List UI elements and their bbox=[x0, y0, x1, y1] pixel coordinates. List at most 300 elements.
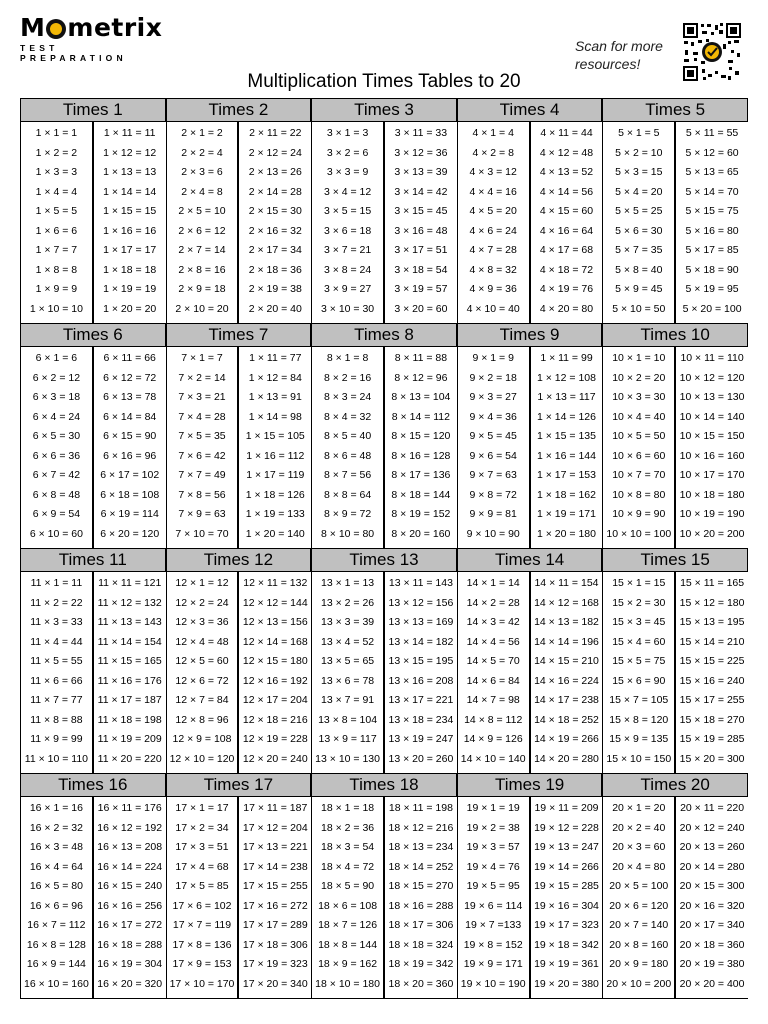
multiplication-fact: 15 × 5 = 75 bbox=[612, 655, 666, 667]
multiplication-fact: 2 × 9 = 18 bbox=[178, 283, 226, 295]
multiplication-fact: 5 × 12 = 60 bbox=[685, 146, 739, 159]
multiplication-fact: 19 × 10 = 190 bbox=[460, 977, 526, 990]
multiplication-fact: 6 × 2 = 12 bbox=[32, 371, 81, 384]
multiplication-fact: 10 × 15 = 150 bbox=[679, 430, 745, 442]
multiplication-fact: 20 × 16 = 320 bbox=[679, 899, 745, 912]
multiplication-fact: 3 × 5 = 15 bbox=[323, 205, 372, 217]
table-column-left bbox=[20, 797, 93, 999]
multiplication-fact: 1 × 14 = 14 bbox=[103, 185, 157, 198]
multiplication-fact: 20 × 1 = 20 bbox=[612, 802, 666, 814]
multiplication-fact: 13 × 2 = 26 bbox=[321, 596, 375, 609]
multiplication-fact: 1 × 12 = 12 bbox=[103, 146, 157, 159]
multiplication-fact: 4 × 11 = 44 bbox=[540, 127, 593, 139]
multiplication-fact: 18 × 1 = 18 bbox=[321, 802, 375, 814]
table-column-right bbox=[530, 122, 603, 324]
multiplication-fact: 13 × 3 = 39 bbox=[321, 616, 375, 628]
multiplication-fact: 16 × 5 = 80 bbox=[29, 880, 83, 892]
multiplication-fact: 17 × 4 = 68 bbox=[175, 860, 229, 873]
multiplication-fact: 9 × 5 = 45 bbox=[469, 430, 517, 442]
table-column-left bbox=[602, 122, 675, 324]
multiplication-fact: 7 × 2 = 14 bbox=[178, 371, 226, 384]
table-header-row bbox=[20, 98, 748, 122]
multiplication-fact: 4 × 9 = 36 bbox=[469, 283, 517, 295]
table-column-right bbox=[384, 347, 457, 549]
multiplication-fact: 15 × 4 = 60 bbox=[612, 635, 666, 648]
multiplication-fact: 18 × 17 = 306 bbox=[388, 919, 454, 931]
multiplication-fact: 1 × 14 = 126 bbox=[537, 410, 596, 423]
multiplication-fact: 20 × 6 = 120 bbox=[609, 899, 669, 912]
multiplication-fact: 16 × 20 = 320 bbox=[97, 977, 163, 990]
multiplication-fact: 9 × 10 = 90 bbox=[466, 527, 520, 540]
table-column-right bbox=[530, 797, 603, 999]
multiplication-fact: 18 × 4 = 72 bbox=[321, 860, 375, 873]
multiplication-fact: 2 × 16 = 32 bbox=[248, 224, 302, 237]
multiplication-fact: 3 × 11 = 33 bbox=[394, 127, 448, 139]
table-title: Times 8 bbox=[311, 323, 457, 347]
multiplication-fact: 19 × 12 = 228 bbox=[534, 821, 599, 834]
table-column-left bbox=[311, 797, 384, 999]
multiplication-fact: 1 × 3 = 3 bbox=[35, 166, 78, 178]
table-header-row bbox=[20, 773, 748, 797]
multiplication-fact: 15 × 13 = 195 bbox=[679, 616, 745, 628]
table-row-group bbox=[20, 98, 748, 323]
multiplication-fact: 3 × 19 = 57 bbox=[394, 283, 448, 295]
multiplication-fact: 14 × 20 = 280 bbox=[534, 752, 599, 765]
table-column-right bbox=[384, 797, 457, 999]
multiplication-fact: 10 × 2 = 20 bbox=[612, 371, 666, 384]
multiplication-fact: 2 × 13 = 26 bbox=[248, 166, 302, 178]
multiplication-fact: 5 × 20 = 100 bbox=[682, 302, 742, 315]
multiplication-fact: 5 × 4 = 20 bbox=[615, 185, 663, 198]
multiplication-fact: 12 × 14 = 168 bbox=[242, 635, 308, 648]
multiplication-fact: 2 × 12 = 24 bbox=[248, 146, 302, 159]
multiplication-fact: 20 × 8 = 160 bbox=[609, 938, 669, 951]
logo-subtitle: TEST PREPARATION bbox=[20, 43, 127, 63]
multiplication-fact: 3 × 18 = 54 bbox=[394, 263, 448, 276]
multiplication-fact: 8 × 10 = 80 bbox=[321, 527, 375, 540]
multiplication-fact: 20 × 5 = 100 bbox=[609, 880, 669, 892]
multiplication-fact: 5 × 3 = 15 bbox=[615, 166, 663, 178]
multiplication-fact: 1 × 19 = 19 bbox=[103, 283, 157, 295]
table-column-right bbox=[675, 797, 748, 999]
multiplication-fact: 10 × 9 = 90 bbox=[612, 508, 666, 520]
multiplication-fact: 20 × 13 = 260 bbox=[679, 841, 745, 853]
table-row-group bbox=[20, 323, 748, 548]
multiplication-fact: 17 × 7 = 119 bbox=[172, 919, 232, 931]
table-column-right bbox=[238, 122, 311, 324]
multiplication-fact: 8 × 11 = 88 bbox=[394, 352, 448, 364]
multiplication-fact: 15 × 2 = 30 bbox=[612, 596, 666, 609]
multiplication-fact: 20 × 17 = 340 bbox=[679, 919, 745, 931]
multiplication-fact: 18 × 16 = 288 bbox=[388, 899, 454, 912]
multiplication-fact: 6 × 17 = 102 bbox=[100, 469, 160, 481]
table-column-right bbox=[238, 347, 311, 549]
multiplication-fact: 1 × 13 = 117 bbox=[537, 391, 596, 403]
multiplication-fact: 1 × 15 = 15 bbox=[103, 205, 157, 217]
table-column-left bbox=[166, 347, 239, 549]
multiplication-fact: 6 × 5 = 30 bbox=[32, 430, 81, 442]
multiplication-fact: 8 × 6 = 48 bbox=[323, 449, 372, 462]
multiplication-fact: 20 × 11 = 220 bbox=[680, 802, 745, 814]
table-column-left bbox=[457, 122, 530, 324]
multiplication-fact: 3 × 16 = 48 bbox=[394, 224, 448, 237]
multiplication-fact: 5 × 19 = 95 bbox=[685, 283, 739, 295]
multiplication-fact: 2 × 11 = 22 bbox=[249, 127, 302, 139]
multiplication-fact: 20 × 12 = 240 bbox=[679, 821, 745, 834]
multiplication-fact: 6 × 6 = 36 bbox=[32, 449, 81, 462]
multiplication-fact: 12 × 8 = 96 bbox=[175, 713, 229, 726]
multiplication-fact: 10 × 3 = 30 bbox=[612, 391, 666, 403]
table-column-right bbox=[530, 347, 603, 549]
multiplication-fact: 19 × 16 = 304 bbox=[534, 899, 599, 912]
multiplication-fact: 20 × 3 = 60 bbox=[612, 841, 666, 853]
multiplication-fact: 2 × 2 = 4 bbox=[181, 146, 223, 159]
multiplication-fact: 6 × 16 = 96 bbox=[103, 449, 157, 462]
table-column-left bbox=[20, 347, 93, 549]
multiplication-fact: 18 × 14 = 252 bbox=[388, 860, 454, 873]
multiplication-fact: 5 × 1 = 5 bbox=[618, 127, 660, 139]
multiplication-fact: 16 × 10 = 160 bbox=[23, 977, 89, 990]
multiplication-fact: 11 × 14 = 154 bbox=[97, 635, 162, 648]
multiplication-fact: 4 × 5 = 20 bbox=[469, 205, 517, 217]
table-column-right bbox=[238, 572, 311, 774]
multiplication-fact: 4 × 4 = 16 bbox=[469, 185, 517, 198]
multiplication-fact: 7 × 9 = 63 bbox=[178, 508, 226, 520]
table-column-left bbox=[311, 347, 384, 549]
logo-text-right: metrix bbox=[67, 13, 163, 42]
multiplication-fact: 7 × 6 = 42 bbox=[178, 449, 226, 462]
multiplication-fact: 5 × 9 = 45 bbox=[615, 283, 663, 295]
multiplication-fact: 6 × 11 = 66 bbox=[103, 352, 156, 364]
multiplication-fact: 5 × 14 = 70 bbox=[685, 185, 739, 198]
multiplication-fact: 20 × 14 = 280 bbox=[679, 860, 745, 873]
table-column-left bbox=[602, 572, 675, 774]
multiplication-fact: 2 × 15 = 30 bbox=[248, 205, 302, 217]
multiplication-fact: 1 × 16 = 112 bbox=[246, 449, 305, 462]
multiplication-fact: 2 × 6 = 12 bbox=[178, 224, 226, 237]
multiplication-fact: 6 × 4 = 24 bbox=[32, 410, 81, 423]
multiplication-fact: 6 × 3 = 18 bbox=[32, 391, 81, 403]
multiplication-fact: 19 × 20 = 380 bbox=[534, 977, 599, 990]
multiplication-fact: 19 × 2 = 38 bbox=[466, 821, 520, 834]
multiplication-fact: 13 × 12 = 156 bbox=[388, 596, 454, 609]
multiplication-fact: 3 × 12 = 36 bbox=[394, 146, 448, 159]
table-title: Times 19 bbox=[457, 773, 603, 797]
multiplication-fact: 3 × 6 = 18 bbox=[323, 224, 372, 237]
multiplication-fact: 19 × 17 = 323 bbox=[534, 919, 599, 931]
multiplication-fact: 1 × 8 = 8 bbox=[35, 263, 78, 276]
multiplication-fact: 13 × 16 = 208 bbox=[388, 674, 454, 687]
multiplication-fact: 14 × 12 = 168 bbox=[534, 596, 599, 609]
multiplication-fact: 12 × 10 = 120 bbox=[169, 752, 235, 765]
multiplication-fact: 15 × 12 = 180 bbox=[679, 596, 745, 609]
multiplication-fact: 14 × 14 = 196 bbox=[534, 635, 599, 648]
multiplication-fact: 7 × 10 = 70 bbox=[175, 527, 229, 540]
multiplication-fact: 14 × 5 = 70 bbox=[466, 655, 520, 667]
multiplication-fact: 18 × 12 = 216 bbox=[388, 821, 454, 834]
multiplication-fact: 10 × 17 = 170 bbox=[679, 469, 745, 481]
multiplication-fact: 10 × 4 = 40 bbox=[612, 410, 666, 423]
multiplication-fact: 11 × 11 = 121 bbox=[98, 577, 162, 589]
multiplication-fact: 13 × 17 = 221 bbox=[388, 694, 454, 706]
multiplication-fact: 9 × 6 = 54 bbox=[469, 449, 517, 462]
multiplication-fact: 5 × 6 = 30 bbox=[615, 224, 663, 237]
multiplication-fact: 17 × 13 = 221 bbox=[242, 841, 308, 853]
multiplication-fact: 3 × 13 = 39 bbox=[394, 166, 448, 178]
multiplication-fact: 8 × 4 = 32 bbox=[323, 410, 372, 423]
multiplication-fact: 10 × 10 = 100 bbox=[606, 527, 672, 540]
multiplication-fact: 19 × 8 = 152 bbox=[463, 938, 523, 951]
table-title: Times 7 bbox=[166, 323, 312, 347]
multiplication-fact: 1 × 13 = 13 bbox=[103, 166, 157, 178]
multiplication-fact: 8 × 19 = 152 bbox=[391, 508, 451, 520]
multiplication-fact: 16 × 12 = 192 bbox=[97, 821, 163, 834]
multiplication-fact: 15 × 14 = 210 bbox=[679, 635, 745, 648]
multiplication-fact: 15 × 6 = 90 bbox=[612, 674, 666, 687]
table-column-left bbox=[311, 122, 384, 324]
multiplication-fact: 16 × 16 = 256 bbox=[97, 899, 163, 912]
multiplication-fact: 10 × 19 = 190 bbox=[679, 508, 745, 520]
multiplication-fact: 4 × 17 = 68 bbox=[539, 244, 594, 256]
multiplication-fact: 17 × 14 = 238 bbox=[242, 860, 308, 873]
multiplication-fact: 5 × 8 = 40 bbox=[615, 263, 663, 276]
multiplication-fact: 12 × 6 = 72 bbox=[175, 674, 229, 687]
multiplication-fact: 6 × 10 = 60 bbox=[29, 527, 83, 540]
table-title: Times 10 bbox=[602, 323, 748, 347]
multiplication-fact: 18 × 6 = 108 bbox=[318, 899, 378, 912]
multiplication-fact: 16 × 15 = 240 bbox=[97, 880, 163, 892]
multiplication-fact: 2 × 1 = 2 bbox=[181, 127, 223, 139]
multiplication-fact: 5 × 17 = 85 bbox=[685, 244, 739, 256]
multiplication-fact: 1 × 18 = 126 bbox=[245, 488, 305, 501]
multiplication-fact: 12 × 13 = 156 bbox=[242, 616, 308, 628]
multiplication-fact: 9 × 9 = 81 bbox=[469, 508, 517, 520]
multiplication-fact: 4 × 6 = 24 bbox=[469, 224, 517, 237]
multiplication-fact: 6 × 18 = 108 bbox=[100, 488, 160, 501]
multiplication-fact: 7 × 8 = 56 bbox=[178, 488, 226, 501]
multiplication-fact: 13 × 9 = 117 bbox=[318, 733, 377, 745]
multiplication-fact: 15 × 1 = 15 bbox=[612, 577, 666, 589]
table-column-left bbox=[457, 572, 530, 774]
table-title: Times 18 bbox=[311, 773, 457, 797]
multiplication-fact: 18 × 13 = 234 bbox=[388, 841, 454, 853]
multiplication-fact: 18 × 19 = 342 bbox=[388, 958, 454, 970]
multiplication-fact: 3 × 2 = 6 bbox=[326, 146, 369, 159]
multiplication-fact: 9 × 8 = 72 bbox=[469, 488, 517, 501]
multiplication-fact: 14 × 16 = 224 bbox=[534, 674, 599, 687]
multiplication-fact: 18 × 18 = 324 bbox=[388, 938, 454, 951]
multiplication-fact: 19 × 3 = 57 bbox=[466, 841, 520, 853]
multiplication-fact: 12 × 4 = 48 bbox=[175, 635, 229, 648]
multiplication-fact: 10 × 5 = 50 bbox=[612, 430, 666, 442]
multiplication-fact: 19 × 5 = 95 bbox=[466, 880, 520, 892]
table-title: Times 2 bbox=[166, 98, 312, 122]
multiplication-fact: 17 × 11 = 187 bbox=[243, 802, 308, 814]
multiplication-fact: 1 × 12 = 108 bbox=[537, 371, 596, 384]
multiplication-fact: 1 × 12 = 84 bbox=[248, 371, 302, 384]
multiplication-fact: 11 × 13 = 143 bbox=[97, 616, 162, 628]
multiplication-fact: 17 × 8 = 136 bbox=[172, 938, 232, 951]
multiplication-fact: 13 × 4 = 52 bbox=[321, 635, 375, 648]
multiplication-fact: 2 × 20 = 40 bbox=[248, 302, 302, 315]
table-column-right bbox=[675, 122, 748, 324]
multiplication-fact: 8 × 15 = 120 bbox=[391, 430, 451, 442]
multiplication-fact: 14 × 6 = 84 bbox=[466, 674, 520, 687]
multiplication-fact: 19 × 4 = 76 bbox=[466, 860, 520, 873]
multiplication-fact: 3 × 20 = 60 bbox=[394, 302, 448, 315]
multiplication-fact: 19 × 15 = 285 bbox=[534, 880, 599, 892]
multiplication-fact: 20 × 10 = 200 bbox=[606, 977, 672, 990]
multiplication-fact: 1 × 17 = 153 bbox=[537, 469, 596, 481]
table-row-group bbox=[20, 773, 748, 998]
multiplication-fact: 2 × 18 = 36 bbox=[248, 263, 302, 276]
multiplication-fact: 3 × 9 = 27 bbox=[323, 283, 372, 295]
multiplication-fact: 14 × 4 = 56 bbox=[466, 635, 520, 648]
multiplication-fact: 2 × 19 = 38 bbox=[248, 283, 302, 295]
multiplication-fact: 11 × 19 = 209 bbox=[97, 733, 162, 745]
multiplication-fact: 3 × 15 = 45 bbox=[394, 205, 448, 217]
table-title: Times 17 bbox=[166, 773, 312, 797]
table-column-left bbox=[166, 572, 239, 774]
multiplication-fact: 8 × 20 = 160 bbox=[391, 527, 451, 540]
multiplication-fact: 3 × 4 = 12 bbox=[323, 185, 372, 198]
multiplication-fact: 5 × 11 = 55 bbox=[685, 127, 739, 139]
multiplication-fact: 8 × 13 = 104 bbox=[391, 391, 451, 403]
multiplication-fact: 13 × 11 = 143 bbox=[388, 577, 453, 589]
multiplication-fact: 13 × 1 = 13 bbox=[321, 577, 375, 589]
multiplication-fact: 2 × 8 = 16 bbox=[178, 263, 226, 276]
multiplication-fact: 14 × 19 = 266 bbox=[534, 733, 599, 745]
multiplication-fact: 1 × 17 = 17 bbox=[103, 244, 157, 256]
multiplication-fact: 11 × 2 = 22 bbox=[30, 596, 83, 609]
multiplication-fact: 8 × 17 = 136 bbox=[391, 469, 451, 481]
multiplication-fact: 11 × 1 = 11 bbox=[30, 577, 83, 589]
table-column-right bbox=[93, 797, 166, 999]
multiplication-fact: 12 × 19 = 228 bbox=[242, 733, 308, 745]
table-column-left bbox=[457, 347, 530, 549]
multiplication-fact: 2 × 5 = 10 bbox=[178, 205, 226, 217]
table-column-left bbox=[602, 797, 675, 999]
multiplication-fact: 11 × 17 = 187 bbox=[97, 694, 162, 706]
multiplication-fact: 11 × 18 = 198 bbox=[97, 713, 162, 726]
multiplication-fact: 19 × 9 = 171 bbox=[463, 958, 523, 970]
multiplication-fact: 18 × 10 = 180 bbox=[315, 977, 380, 990]
multiplication-fact: 19 × 7 =133 bbox=[465, 919, 522, 931]
multiplication-fact: 4 × 20 = 80 bbox=[539, 302, 594, 315]
multiplication-fact: 2 × 7 = 14 bbox=[178, 244, 226, 256]
multiplication-fact: 4 × 3 = 12 bbox=[469, 166, 517, 178]
multiplication-fact: 8 × 12 = 96 bbox=[394, 371, 448, 384]
multiplication-fact: 20 × 9 = 180 bbox=[609, 958, 669, 970]
multiplication-fact: 7 × 1 = 7 bbox=[181, 352, 223, 364]
multiplication-fact: 11 × 12 = 132 bbox=[97, 596, 162, 609]
scan-text: Scan for more resources! bbox=[575, 38, 663, 72]
multiplication-fact: 10 × 16 = 160 bbox=[679, 449, 745, 462]
multiplication-fact: 3 × 10 = 30 bbox=[321, 302, 375, 315]
multiplication-fact: 11 × 5 = 55 bbox=[30, 655, 83, 667]
multiplication-fact: 2 × 3 = 6 bbox=[181, 166, 223, 178]
multiplication-fact: 12 × 11 = 132 bbox=[243, 577, 308, 589]
multiplication-fact: 4 × 12 = 48 bbox=[539, 146, 594, 159]
multiplication-fact: 1 × 6 = 6 bbox=[35, 224, 78, 237]
multiplication-fact: 16 × 14 = 224 bbox=[97, 860, 163, 873]
multiplication-fact: 1 × 20 = 20 bbox=[103, 302, 157, 315]
multiplication-fact: 11 × 8 = 88 bbox=[30, 713, 83, 726]
multiplication-fact: 8 × 3 = 24 bbox=[323, 391, 372, 403]
multiplication-fact: 1 × 18 = 18 bbox=[103, 263, 157, 276]
multiplication-fact: 1 × 1 = 1 bbox=[35, 127, 78, 139]
multiplication-fact: 6 × 14 = 84 bbox=[103, 410, 157, 423]
multiplication-fact: 7 × 7 = 49 bbox=[178, 469, 226, 481]
multiplication-fact: 12 × 9 = 108 bbox=[172, 733, 232, 745]
multiplication-fact: 1 × 11 = 99 bbox=[540, 352, 593, 364]
multiplication-fact: 15 × 18 = 270 bbox=[679, 713, 745, 726]
table-header-row bbox=[20, 323, 748, 347]
multiplication-fact: 20 × 7 = 140 bbox=[609, 919, 669, 931]
logo-text-left: M bbox=[20, 13, 46, 42]
multiplication-fact: 14 × 8 = 112 bbox=[464, 713, 523, 726]
table-title: Times 3 bbox=[311, 98, 457, 122]
multiplication-fact: 17 × 9 = 153 bbox=[172, 958, 232, 970]
multiplication-fact: 20 × 18 = 360 bbox=[679, 938, 745, 951]
table-title: Times 15 bbox=[602, 548, 748, 572]
multiplication-fact: 1 × 19 = 133 bbox=[245, 508, 305, 520]
logo-checkmark-icon bbox=[46, 19, 66, 39]
multiplication-fact: 2 × 14 = 28 bbox=[248, 185, 302, 198]
multiplication-fact: 16 × 13 = 208 bbox=[97, 841, 163, 853]
multiplication-fact: 8 × 2 = 16 bbox=[323, 371, 372, 384]
multiplication-fact: 18 × 15 = 270 bbox=[388, 880, 454, 892]
multiplication-fact: 6 × 15 = 90 bbox=[103, 430, 157, 442]
table-title: Times 6 bbox=[20, 323, 166, 347]
multiplication-fact: 11 × 9 = 99 bbox=[30, 733, 83, 745]
multiplication-fact: 13 × 5 = 65 bbox=[321, 655, 375, 667]
multiplication-fact: 16 × 8 = 128 bbox=[26, 938, 86, 951]
multiplication-fact: 11 × 16 = 176 bbox=[97, 674, 162, 687]
multiplication-fact: 18 × 3 = 54 bbox=[321, 841, 375, 853]
multiplication-fact: 15 × 17 = 255 bbox=[679, 694, 745, 706]
multiplication-fact: 13 × 8 = 104 bbox=[318, 713, 378, 726]
multiplication-fact: 13 × 18 = 234 bbox=[388, 713, 454, 726]
multiplication-fact: 12 × 17 = 204 bbox=[242, 694, 308, 706]
multiplication-fact: 10 × 20 = 200 bbox=[679, 527, 745, 540]
multiplication-fact: 19 × 14 = 266 bbox=[534, 860, 599, 873]
multiplication-fact: 6 × 13 = 78 bbox=[103, 391, 157, 403]
multiplication-fact: 16 × 6 = 96 bbox=[29, 899, 83, 912]
multiplication-fact: 14 × 17 = 238 bbox=[534, 694, 599, 706]
multiplication-fact: 8 × 16 = 128 bbox=[391, 449, 451, 462]
table-column-right bbox=[675, 572, 748, 774]
multiplication-fact: 15 × 20 = 300 bbox=[679, 752, 745, 765]
table-column-right bbox=[675, 347, 748, 549]
multiplication-fact: 3 × 8 = 24 bbox=[323, 263, 372, 276]
multiplication-fact: 1 × 11 = 11 bbox=[103, 127, 156, 139]
multiplication-fact: 4 × 7 = 28 bbox=[469, 244, 517, 256]
multiplication-fact: 8 × 1 = 8 bbox=[326, 352, 369, 364]
multiplication-fact: 17 × 2 = 34 bbox=[175, 821, 229, 834]
multiplication-fact: 5 × 18 = 90 bbox=[685, 263, 739, 276]
multiplication-fact: 14 × 13 = 182 bbox=[534, 616, 599, 628]
multiplication-fact: 1 × 15 = 135 bbox=[537, 430, 596, 442]
multiplication-fact: 3 × 17 = 51 bbox=[394, 244, 448, 256]
multiplication-fact: 8 × 7 = 56 bbox=[323, 469, 372, 481]
multiplication-fact: 16 × 18 = 288 bbox=[97, 938, 163, 951]
multiplication-fact: 16 × 4 = 64 bbox=[29, 860, 83, 873]
logo-wordmark bbox=[20, 14, 170, 42]
table-title: Times 11 bbox=[20, 548, 166, 572]
multiplication-fact: 13 × 13 = 169 bbox=[388, 616, 454, 628]
multiplication-fact: 6 × 9 = 54 bbox=[32, 508, 81, 520]
